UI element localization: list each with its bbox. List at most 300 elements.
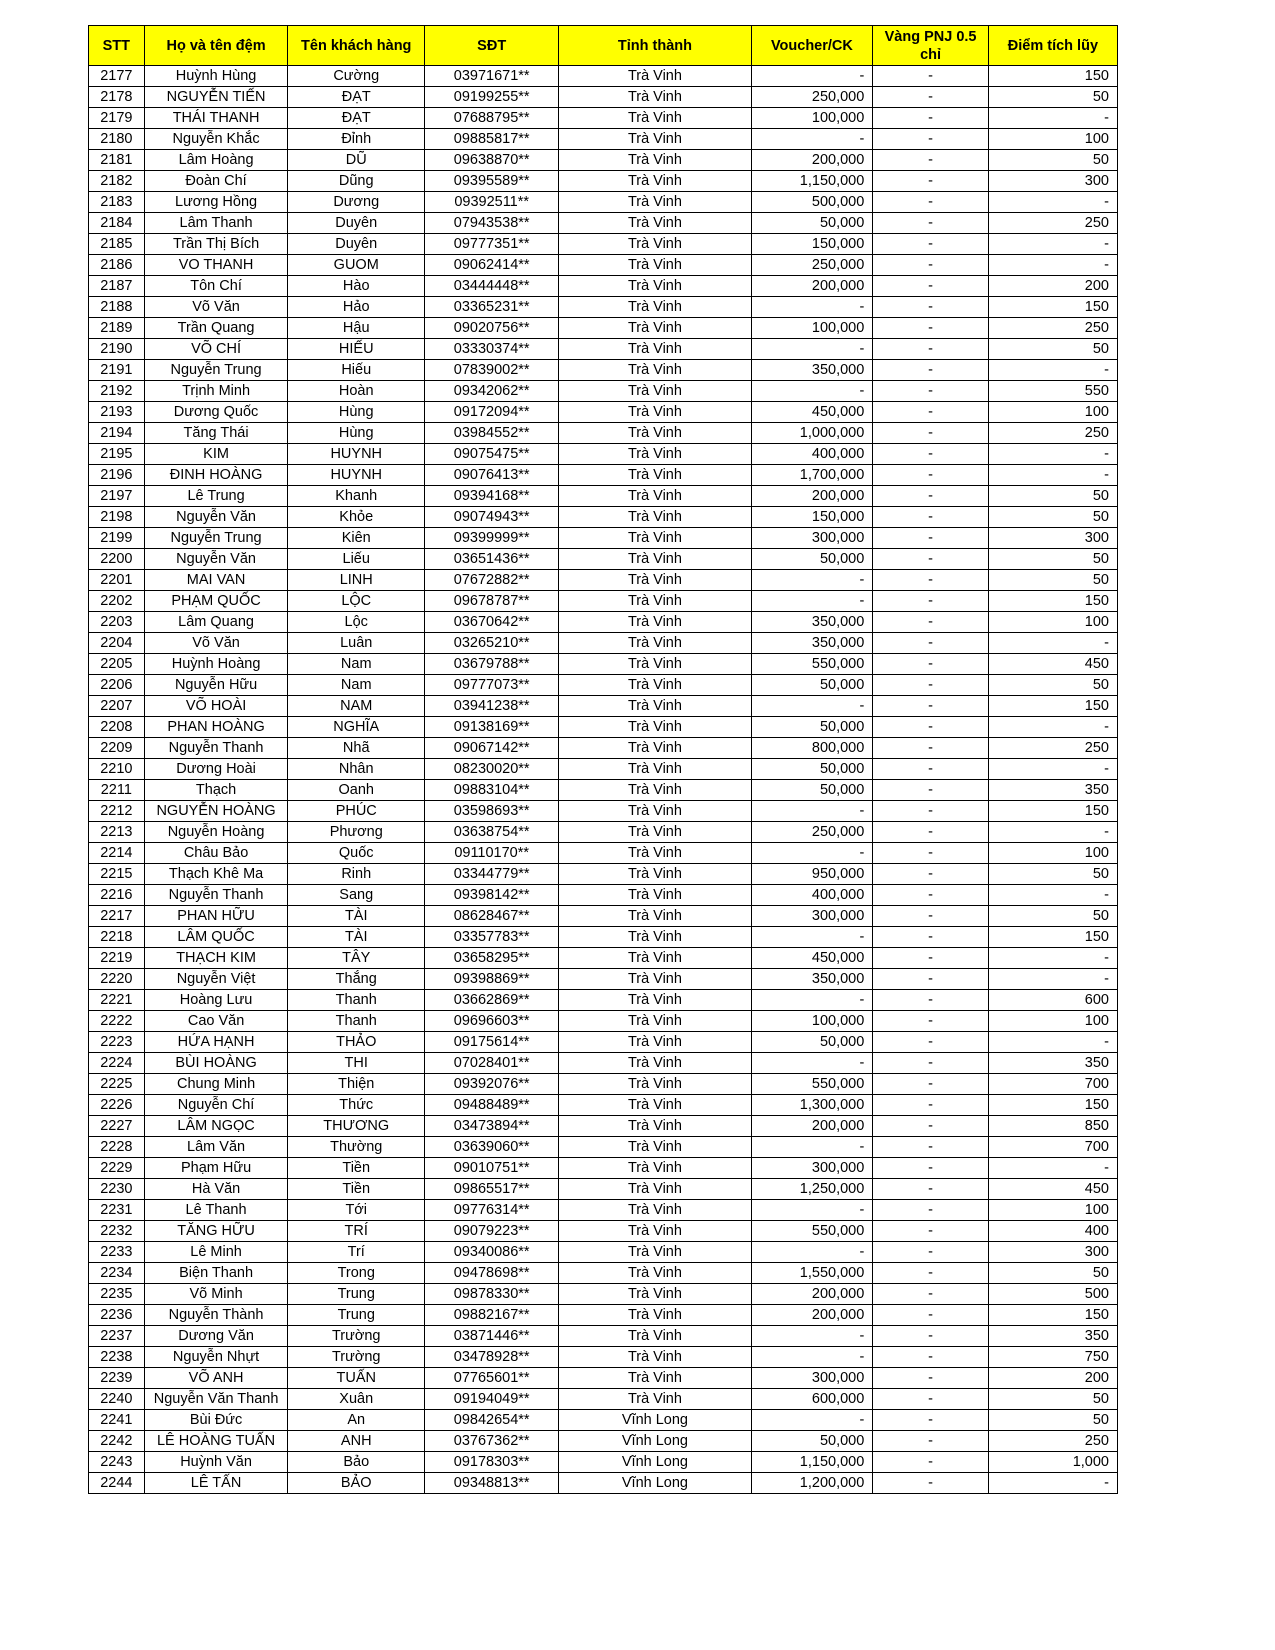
table-row — [89, 549, 1118, 570]
table-row — [89, 339, 1118, 360]
voucher-cell: 50,000 — [751, 717, 873, 738]
customer-name-cell: Luân — [288, 633, 425, 654]
voucher-cell: 50,000 — [751, 759, 873, 780]
middle-name-cell: Chung Minh — [144, 1074, 288, 1095]
gold-cell: - — [873, 948, 988, 969]
gold-cell: - — [873, 1368, 988, 1389]
voucher-cell: - — [751, 1326, 873, 1347]
phone-cell: 09777073** — [424, 675, 558, 696]
points-cell: 100 — [988, 129, 1117, 150]
phone-cell: 09392076** — [424, 1074, 558, 1095]
voucher-cell: 450,000 — [751, 948, 873, 969]
voucher-cell: - — [751, 1410, 873, 1431]
voucher-cell: 100,000 — [751, 108, 873, 129]
phone-cell: 09777351** — [424, 234, 558, 255]
stt-cell: 2193 — [89, 402, 145, 423]
customer-name-cell: Trong — [288, 1263, 425, 1284]
points-cell: 250 — [988, 423, 1117, 444]
province-cell: Trà Vinh — [559, 66, 751, 87]
customer-name-cell: HUYNH — [288, 444, 425, 465]
phone-cell: 09076413** — [424, 465, 558, 486]
table-row — [89, 1305, 1118, 1326]
table-row — [89, 150, 1118, 171]
gold-cell: - — [873, 1200, 988, 1221]
stt-cell: 2180 — [89, 129, 145, 150]
voucher-cell: 200,000 — [751, 150, 873, 171]
stt-cell: 2237 — [89, 1326, 145, 1347]
middle-name-cell: Võ Văn — [144, 297, 288, 318]
customer-name-cell: THI — [288, 1053, 425, 1074]
gold-cell: - — [873, 276, 988, 297]
voucher-cell: 200,000 — [751, 486, 873, 507]
middle-name-cell: Lê Thanh — [144, 1200, 288, 1221]
customer-name-cell: Trí — [288, 1242, 425, 1263]
table-row — [89, 948, 1118, 969]
voucher-cell: 50,000 — [751, 780, 873, 801]
points-cell: - — [988, 1158, 1117, 1179]
middle-name-cell: NGUYỄN HOÀNG — [144, 801, 288, 822]
middle-name-cell: VÕ CHÍ — [144, 339, 288, 360]
voucher-cell: 50,000 — [751, 1431, 873, 1452]
points-cell: 150 — [988, 801, 1117, 822]
phone-cell: 03330374** — [424, 339, 558, 360]
stt-cell: 2222 — [89, 1011, 145, 1032]
province-cell: Trà Vinh — [559, 360, 751, 381]
stt-cell: 2235 — [89, 1284, 145, 1305]
phone-cell: 03670642** — [424, 612, 558, 633]
phone-cell: 09348813** — [424, 1473, 558, 1494]
points-cell: 50 — [988, 1263, 1117, 1284]
stt-cell: 2194 — [89, 423, 145, 444]
customer-name-cell: NGHĨA — [288, 717, 425, 738]
customer-name-cell: ĐẠT — [288, 108, 425, 129]
province-cell: Trà Vinh — [559, 570, 751, 591]
province-cell: Trà Vinh — [559, 612, 751, 633]
phone-cell: 03344779** — [424, 864, 558, 885]
gold-cell: - — [873, 192, 988, 213]
phone-cell: 09138169** — [424, 717, 558, 738]
province-cell: Trà Vinh — [559, 234, 751, 255]
customer-name-cell: Thanh — [288, 1011, 425, 1032]
province-cell: Trà Vinh — [559, 1137, 751, 1158]
voucher-cell: 50,000 — [751, 549, 873, 570]
stt-cell: 2224 — [89, 1053, 145, 1074]
voucher-cell: - — [751, 843, 873, 864]
stt-cell: 2243 — [89, 1452, 145, 1473]
customer-name-cell: TUẤN — [288, 1368, 425, 1389]
phone-cell: 03638754** — [424, 822, 558, 843]
table-row — [89, 402, 1118, 423]
table-row — [89, 1389, 1118, 1410]
middle-name-cell: Lương Hồng — [144, 192, 288, 213]
stt-cell: 2199 — [89, 528, 145, 549]
customer-name-cell: Thường — [288, 1137, 425, 1158]
header-phone: SĐT — [424, 26, 558, 66]
stt-cell: 2191 — [89, 360, 145, 381]
gold-cell: - — [873, 633, 988, 654]
table-row — [89, 1431, 1118, 1452]
middle-name-cell: Phạm Hữu — [144, 1158, 288, 1179]
phone-cell: 07943538** — [424, 213, 558, 234]
customer-name-cell: ANH — [288, 1431, 425, 1452]
phone-cell: 09488489** — [424, 1095, 558, 1116]
voucher-cell: 50,000 — [751, 213, 873, 234]
points-cell: 150 — [988, 927, 1117, 948]
points-cell: 250 — [988, 318, 1117, 339]
table-row — [89, 87, 1118, 108]
points-cell: 250 — [988, 1431, 1117, 1452]
customer-name-cell: HIẾU — [288, 339, 425, 360]
points-cell: 100 — [988, 1200, 1117, 1221]
middle-name-cell: Hà Văn — [144, 1179, 288, 1200]
table-row — [89, 1158, 1118, 1179]
voucher-cell: 1,300,000 — [751, 1095, 873, 1116]
table-row — [89, 1452, 1118, 1473]
voucher-cell: 350,000 — [751, 360, 873, 381]
province-cell: Trà Vinh — [559, 822, 751, 843]
voucher-cell: - — [751, 696, 873, 717]
phone-cell: 09079223** — [424, 1221, 558, 1242]
gold-cell: - — [873, 1137, 988, 1158]
gold-cell: - — [873, 1011, 988, 1032]
customer-name-cell: Tiền — [288, 1179, 425, 1200]
phone-cell: 09178303** — [424, 1452, 558, 1473]
phone-cell: 09392511** — [424, 192, 558, 213]
voucher-cell: - — [751, 1137, 873, 1158]
points-cell: - — [988, 465, 1117, 486]
points-cell: 150 — [988, 66, 1117, 87]
table-row — [89, 990, 1118, 1011]
province-cell: Trà Vinh — [559, 1032, 751, 1053]
points-cell: 350 — [988, 1053, 1117, 1074]
province-cell: Trà Vinh — [559, 1221, 751, 1242]
points-cell: - — [988, 444, 1117, 465]
middle-name-cell: PHAN HỮU — [144, 906, 288, 927]
middle-name-cell: Nguyễn Khắc — [144, 129, 288, 150]
phone-cell: 03871446** — [424, 1326, 558, 1347]
gold-cell: - — [873, 1410, 988, 1431]
table-row — [89, 822, 1118, 843]
customer-name-cell: Duyên — [288, 234, 425, 255]
voucher-cell: 200,000 — [751, 276, 873, 297]
customer-name-cell: Duyên — [288, 213, 425, 234]
stt-cell: 2228 — [89, 1137, 145, 1158]
province-cell: Trà Vinh — [559, 906, 751, 927]
table-row — [89, 696, 1118, 717]
points-cell: 50 — [988, 486, 1117, 507]
table-row — [89, 192, 1118, 213]
voucher-cell: 250,000 — [751, 255, 873, 276]
phone-cell: 09842654** — [424, 1410, 558, 1431]
voucher-cell: - — [751, 1053, 873, 1074]
voucher-cell: - — [751, 66, 873, 87]
gold-cell: - — [873, 1053, 988, 1074]
province-cell: Trà Vinh — [559, 843, 751, 864]
province-cell: Trà Vinh — [559, 780, 751, 801]
header-points: Điểm tích lũy — [988, 26, 1117, 66]
middle-name-cell: Nguyễn Thanh — [144, 885, 288, 906]
province-cell: Trà Vinh — [559, 276, 751, 297]
phone-cell: 09067142** — [424, 738, 558, 759]
table-row — [89, 969, 1118, 990]
points-cell: 50 — [988, 87, 1117, 108]
table-row — [89, 906, 1118, 927]
middle-name-cell: VÕ HOÀI — [144, 696, 288, 717]
middle-name-cell: PHẠM QUỐC — [144, 591, 288, 612]
table-row — [89, 885, 1118, 906]
stt-cell: 2187 — [89, 276, 145, 297]
phone-cell: 08628467** — [424, 906, 558, 927]
customer-name-cell: DŨ — [288, 150, 425, 171]
gold-cell: - — [873, 1095, 988, 1116]
middle-name-cell: Nguyễn Trung — [144, 528, 288, 549]
customer-name-cell: Trường — [288, 1326, 425, 1347]
table-row — [89, 486, 1118, 507]
phone-cell: 09074943** — [424, 507, 558, 528]
points-cell: 100 — [988, 843, 1117, 864]
gold-cell: - — [873, 612, 988, 633]
stt-cell: 2239 — [89, 1368, 145, 1389]
phone-cell: 03598693** — [424, 801, 558, 822]
stt-cell: 2204 — [89, 633, 145, 654]
province-cell: Trà Vinh — [559, 318, 751, 339]
province-cell: Trà Vinh — [559, 1116, 751, 1137]
stt-cell: 2215 — [89, 864, 145, 885]
table-row — [89, 1473, 1118, 1494]
gold-cell: - — [873, 675, 988, 696]
customer-name-cell: ĐẠT — [288, 87, 425, 108]
gold-cell: - — [873, 339, 988, 360]
voucher-cell: 600,000 — [751, 1389, 873, 1410]
voucher-cell: - — [751, 1200, 873, 1221]
stt-cell: 2241 — [89, 1410, 145, 1431]
province-cell: Trà Vinh — [559, 255, 751, 276]
phone-cell: 07028401** — [424, 1053, 558, 1074]
voucher-cell: 550,000 — [751, 1221, 873, 1242]
middle-name-cell: Nguyễn Nhựt — [144, 1347, 288, 1368]
phone-cell: 09885817** — [424, 129, 558, 150]
customer-name-cell: LỘC — [288, 591, 425, 612]
province-cell: Trà Vinh — [559, 717, 751, 738]
table-row — [89, 612, 1118, 633]
gold-cell: - — [873, 927, 988, 948]
points-cell: - — [988, 717, 1117, 738]
gold-cell: - — [873, 1431, 988, 1452]
province-cell: Trà Vinh — [559, 339, 751, 360]
table-row — [89, 654, 1118, 675]
province-cell: Trà Vinh — [559, 738, 751, 759]
middle-name-cell: Cao Văn — [144, 1011, 288, 1032]
customer-name-cell: Khanh — [288, 486, 425, 507]
gold-cell: - — [873, 570, 988, 591]
points-cell: - — [988, 255, 1117, 276]
voucher-cell: - — [751, 297, 873, 318]
province-cell: Trà Vinh — [559, 675, 751, 696]
points-cell: 50 — [988, 675, 1117, 696]
points-cell: 400 — [988, 1221, 1117, 1242]
middle-name-cell: Thạch — [144, 780, 288, 801]
middle-name-cell: HỨA HẠNH — [144, 1032, 288, 1053]
gold-cell: - — [873, 87, 988, 108]
middle-name-cell: LÂM NGỌC — [144, 1116, 288, 1137]
header-customer-name: Tên khách hàng — [288, 26, 425, 66]
middle-name-cell: TĂNG HỮU — [144, 1221, 288, 1242]
gold-cell: - — [873, 969, 988, 990]
voucher-cell: 1,150,000 — [751, 1452, 873, 1473]
middle-name-cell: Nguyễn Văn — [144, 507, 288, 528]
table-row — [89, 570, 1118, 591]
table-row — [89, 108, 1118, 129]
points-cell: 300 — [988, 171, 1117, 192]
middle-name-cell: Trần Quang — [144, 318, 288, 339]
customer-name-cell: TRÍ — [288, 1221, 425, 1242]
middle-name-cell: Huỳnh Hoàng — [144, 654, 288, 675]
customer-name-cell: Hoàn — [288, 381, 425, 402]
table-row — [89, 1284, 1118, 1305]
gold-cell: - — [873, 129, 988, 150]
stt-cell: 2186 — [89, 255, 145, 276]
stt-cell: 2225 — [89, 1074, 145, 1095]
stt-cell: 2242 — [89, 1431, 145, 1452]
voucher-cell: - — [751, 129, 873, 150]
table-row — [89, 759, 1118, 780]
points-cell: 50 — [988, 549, 1117, 570]
customer-name-cell: TÀI — [288, 927, 425, 948]
gold-cell: - — [873, 423, 988, 444]
stt-cell: 2217 — [89, 906, 145, 927]
gold-cell: - — [873, 1032, 988, 1053]
voucher-cell: - — [751, 1242, 873, 1263]
points-cell: 150 — [988, 1305, 1117, 1326]
voucher-cell: - — [751, 801, 873, 822]
table-row — [89, 780, 1118, 801]
stt-cell: 2178 — [89, 87, 145, 108]
province-cell: Trà Vinh — [559, 507, 751, 528]
gold-cell: - — [873, 1305, 988, 1326]
middle-name-cell: Võ Văn — [144, 633, 288, 654]
customer-name-cell: Xuân — [288, 1389, 425, 1410]
stt-cell: 2214 — [89, 843, 145, 864]
voucher-cell: - — [751, 990, 873, 1011]
customer-name-cell: Nam — [288, 675, 425, 696]
middle-name-cell: LÂM QUỐC — [144, 927, 288, 948]
points-cell: 550 — [988, 381, 1117, 402]
gold-cell: - — [873, 759, 988, 780]
points-cell: 150 — [988, 297, 1117, 318]
points-cell: 200 — [988, 276, 1117, 297]
phone-cell: 07672882** — [424, 570, 558, 591]
middle-name-cell: LÊ HOÀNG TUẤN — [144, 1431, 288, 1452]
voucher-cell: 100,000 — [751, 318, 873, 339]
phone-cell: 09020756** — [424, 318, 558, 339]
points-cell: - — [988, 759, 1117, 780]
points-cell: 50 — [988, 507, 1117, 528]
customer-name-cell: Liếu — [288, 549, 425, 570]
stt-cell: 2210 — [89, 759, 145, 780]
province-cell: Trà Vinh — [559, 633, 751, 654]
gold-cell: - — [873, 906, 988, 927]
gold-cell: - — [873, 507, 988, 528]
middle-name-cell: VO THANH — [144, 255, 288, 276]
voucher-cell: 200,000 — [751, 1305, 873, 1326]
points-cell: 50 — [988, 570, 1117, 591]
gold-cell: - — [873, 1284, 988, 1305]
table-row — [89, 738, 1118, 759]
province-cell: Trà Vinh — [559, 213, 751, 234]
stt-cell: 2205 — [89, 654, 145, 675]
customer-name-cell: Sang — [288, 885, 425, 906]
middle-name-cell: KIM — [144, 444, 288, 465]
phone-cell: 09678787** — [424, 591, 558, 612]
points-cell: 300 — [988, 528, 1117, 549]
province-cell: Trà Vinh — [559, 1200, 751, 1221]
points-cell: 50 — [988, 864, 1117, 885]
customer-name-cell: Lộc — [288, 612, 425, 633]
stt-cell: 2216 — [89, 885, 145, 906]
gold-cell: - — [873, 465, 988, 486]
province-cell: Trà Vinh — [559, 87, 751, 108]
points-cell: - — [988, 822, 1117, 843]
province-cell: Vĩnh Long — [559, 1473, 751, 1494]
middle-name-cell: Nguyễn Hoàng — [144, 822, 288, 843]
middle-name-cell: VÕ ANH — [144, 1368, 288, 1389]
gold-cell: - — [873, 108, 988, 129]
province-cell: Trà Vinh — [559, 1263, 751, 1284]
gold-cell: - — [873, 885, 988, 906]
gold-cell: - — [873, 171, 988, 192]
province-cell: Trà Vinh — [559, 1095, 751, 1116]
customer-name-cell: HUYNH — [288, 465, 425, 486]
customer-name-cell: Thiện — [288, 1074, 425, 1095]
middle-name-cell: THÁI THANH — [144, 108, 288, 129]
phone-cell: 09399999** — [424, 528, 558, 549]
province-cell: Trà Vinh — [559, 801, 751, 822]
points-cell: 200 — [988, 1368, 1117, 1389]
middle-name-cell: Lâm Quang — [144, 612, 288, 633]
gold-cell: - — [873, 66, 988, 87]
middle-name-cell: THẠCH KIM — [144, 948, 288, 969]
voucher-cell: 550,000 — [751, 654, 873, 675]
middle-name-cell: Tăng Thái — [144, 423, 288, 444]
table-row — [89, 1095, 1118, 1116]
stt-cell: 2232 — [89, 1221, 145, 1242]
gold-cell: - — [873, 444, 988, 465]
middle-name-cell: BÙI HOÀNG — [144, 1053, 288, 1074]
table-row — [89, 507, 1118, 528]
middle-name-cell: Nguyễn Việt — [144, 969, 288, 990]
voucher-cell: 350,000 — [751, 969, 873, 990]
points-cell: - — [988, 108, 1117, 129]
gold-cell: - — [873, 1473, 988, 1494]
customer-name-cell: TÂY — [288, 948, 425, 969]
province-cell: Trà Vinh — [559, 1074, 751, 1095]
province-cell: Trà Vinh — [559, 1011, 751, 1032]
gold-cell: - — [873, 1389, 988, 1410]
stt-cell: 2234 — [89, 1263, 145, 1284]
middle-name-cell: Nguyễn Hữu — [144, 675, 288, 696]
phone-cell: 09199255** — [424, 87, 558, 108]
voucher-cell: - — [751, 339, 873, 360]
stt-cell: 2238 — [89, 1347, 145, 1368]
province-cell: Trà Vinh — [559, 1053, 751, 1074]
gold-cell: - — [873, 1158, 988, 1179]
table-row — [89, 234, 1118, 255]
voucher-cell: 300,000 — [751, 1368, 873, 1389]
phone-cell: 09878330** — [424, 1284, 558, 1305]
phone-cell: 03941238** — [424, 696, 558, 717]
middle-name-cell: Nguyễn Chí — [144, 1095, 288, 1116]
customer-name-cell: GUOM — [288, 255, 425, 276]
